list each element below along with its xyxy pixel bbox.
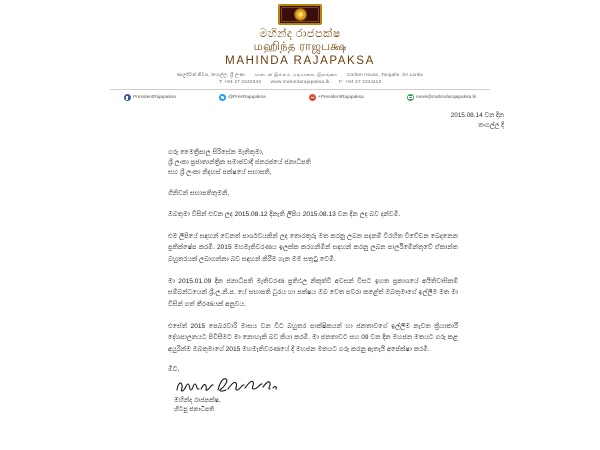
address-sinhala: කාර්ල්ටන් නිවස, තංගල්ල, ශ්‍රී ලංකා <box>177 72 246 78</box>
name-english: MAHINDA RAJAPAKSA <box>225 55 375 68</box>
signatory-name: මහින්ද රාජපක්ෂ, <box>174 396 221 404</box>
name-sinhala: මහින්ද රාජපක්ෂ <box>259 28 341 40</box>
letter-date <box>0 111 600 130</box>
addressee-line-2: ශ්‍රී ලංකා ප්‍රජාතාන්ත්‍රික සමාජවාදී ජනරජයේ ජනාධිපති <box>168 159 311 167</box>
paragraph-1: ඔබතුමා විසින් එවන ලද 2015.08.12 දිනැති ලිපිය 2015.08.13 වන දින ලද බව දන්වමි. <box>168 210 401 218</box>
twitter-handle: @PresRajapaksa <box>228 95 266 101</box>
google-plus-handle: +PresidentRajapaksa <box>317 95 364 101</box>
social-link-email[interactable] <box>407 94 476 101</box>
paragraph-2: එම ලිපියේ සඳහන් වෙනත් පාර්ශවයකින් ලද තොරතුරු මත කරනු ලබන පදනම් විරහිත විවේචන ඛෙදනෙන ප්‍රතික්ෂේප කරමි. 2015 මහමැතිවරණය ඉලක්ක කරගනිමින් සඳහන් කරනු ලබන පාර්ලිමේන්තුවේ ඒකාන්ත බහුතරයක් ලබාගන්නා බව සඳහන් කිරීම ගැන මම සතුටු වෙමි. <box>168 232 458 263</box>
letterhead-divider <box>110 89 490 90</box>
name-tamil: மஹிந்த ராஜபக்ஷ <box>253 41 347 54</box>
paragraph-4: එසේත් 2015 පෙබරවාරි මාසය වන විට බහුතර පාක්ෂිකයන් හා ජනතාවගේ ඉල්ලීම නැවත ක්‍රියාකාරී දේශපාලනයට පිවිසීමට මා නොහැකි බව කියා කරමි. මා ජනතාවට සහ 09 වන දින මහජන මතයට ගරු කළ අයුරින්ම ඔබතුමාගේ 2015 මහමැතිවරණයේ දී මහජන මතයට ගරු කරනු ඇතැයි අපේක්ෂා කරමි. <box>168 322 458 353</box>
letterhead-contact <box>0 72 600 85</box>
letter-body <box>168 148 458 414</box>
email-icon <box>407 94 414 101</box>
letterhead-emblem-wrap <box>0 0 600 25</box>
twitter-icon <box>219 94 226 101</box>
paragraph-3: මා 2015.01.09 දින ජනාධිපති මැතිවරණ ප්‍රතිඵල නිකුත්වී අවසන් විසට ඉහත ප්‍රකාශයේ අයිතිවාසිකම් සම්බන්ධයෙන් ශ්‍රී.ල.නි.ප. යේ සභාපති ධූරය හා පක්ෂය ඔබ වෙත පවරා කළේත් ඔබතුමාගේ ඉල්ලීම මත මා විසින් ගත් තීරණයක් අනුවය. <box>168 277 458 308</box>
google-plus-icon <box>309 94 316 101</box>
closing: මිට, <box>168 365 180 373</box>
sri-lanka-sun-emblem-icon <box>278 4 322 25</box>
date-line-2: තංගල්ල දී <box>478 121 504 129</box>
addressee-line-3: සහ ශ්‍රී ලංකා නිදහස් පක්ෂයේ සභාපති, <box>168 169 272 177</box>
address-english: Carlton House, Tangalle, Sri Lanka <box>346 72 423 78</box>
social-link-facebook[interactable] <box>124 94 176 101</box>
email-address: news@mahindarajapaksa.lk <box>415 95 476 101</box>
social-links-bar <box>124 94 476 101</box>
addressee-line-1: ගරු මෛත්‍රීපාල සිරිසේන මැතිතුමා, <box>168 149 264 156</box>
salutation: ගිනිවන් සභාපතිතුමනි, <box>168 189 230 197</box>
website[interactable]: www.mahindarajapaksa.lk <box>270 80 330 86</box>
contact-comms-line <box>0 80 600 85</box>
social-link-google-plus[interactable] <box>309 94 364 101</box>
contact-address-line <box>0 72 600 78</box>
date-line-1: 2015.08.14 වන දින <box>450 112 504 120</box>
signature-block <box>168 376 458 414</box>
signatory-title: හිටපු ජනාධිපති <box>174 405 215 413</box>
facebook-icon <box>124 94 131 101</box>
telephone: T: +94 47 2240344 <box>218 80 262 86</box>
facebook-handle: PresidentRajapaksa <box>133 95 176 101</box>
fax: F: +94 47 2241113 <box>339 80 382 86</box>
addressee-block <box>168 148 458 179</box>
letterhead-name-block <box>0 28 600 67</box>
handwritten-signature-icon <box>174 376 294 396</box>
address-tamil: காள்டன் இல்லம், தங்காலை, இலங்கை <box>254 72 338 78</box>
social-link-twitter[interactable] <box>219 94 265 101</box>
sun-disc-icon <box>295 9 306 20</box>
